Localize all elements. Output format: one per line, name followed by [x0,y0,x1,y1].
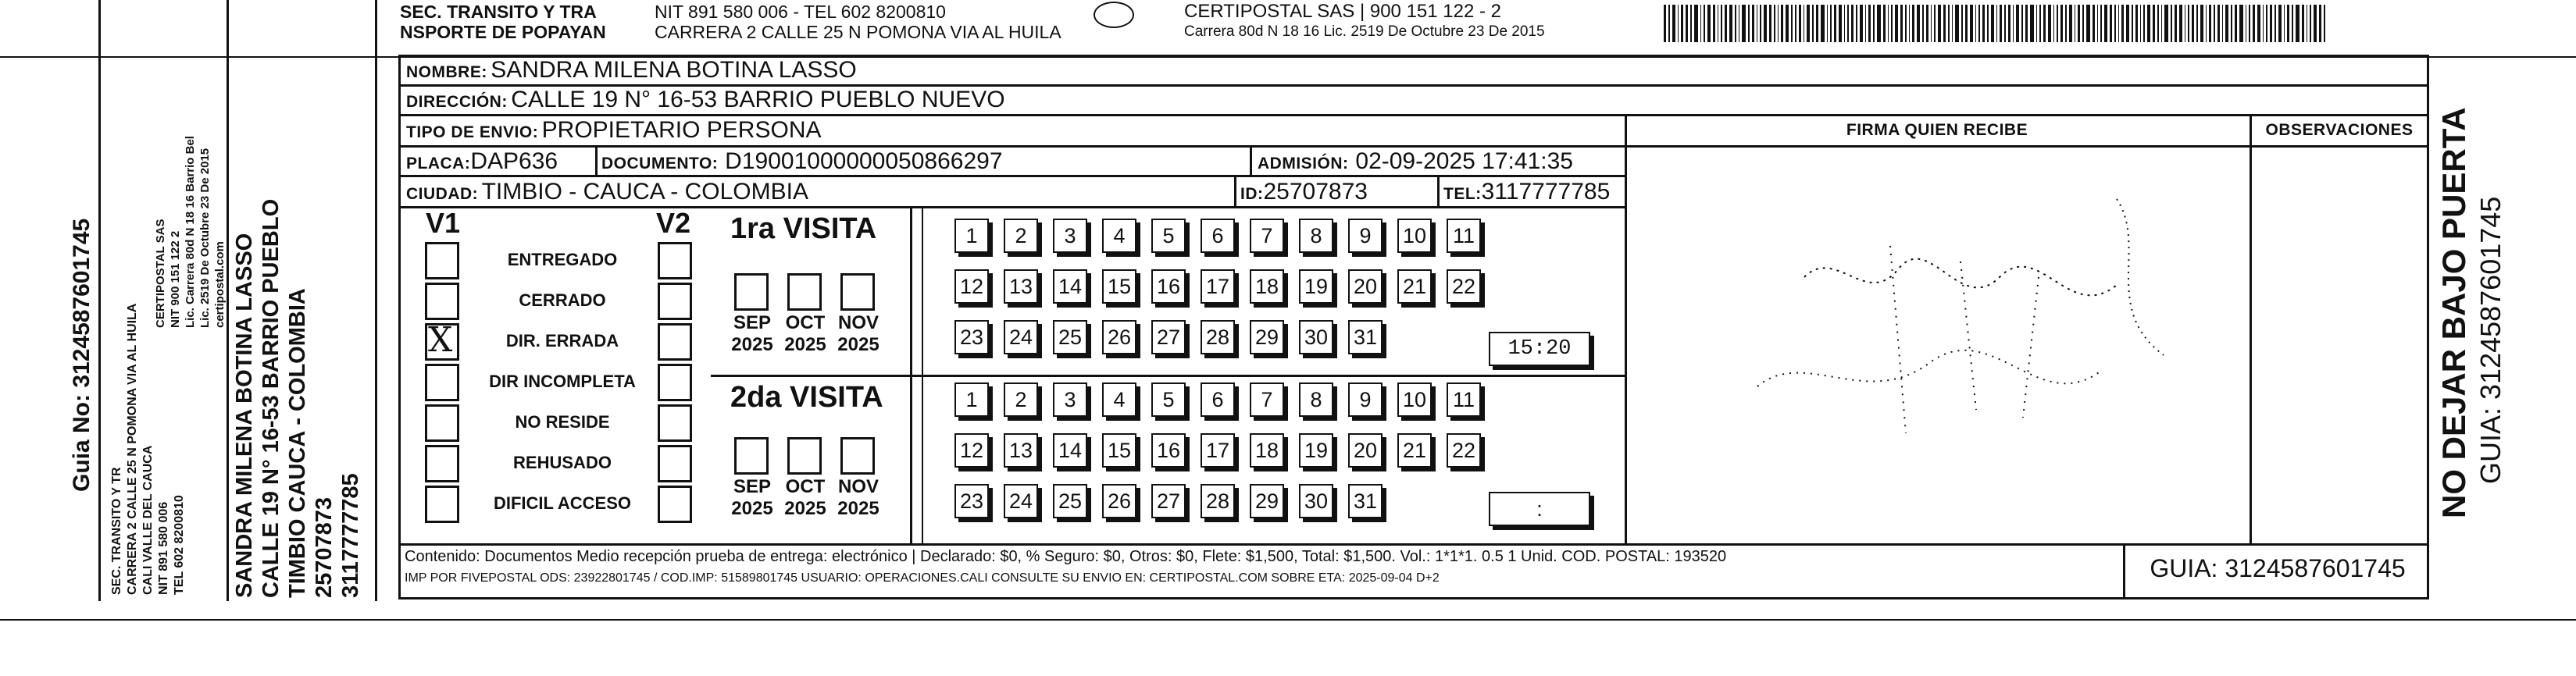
documento-field: DOCUMENTO: D19001000000050866297 [601,148,1003,174]
day-cell[interactable]: 27 [1151,320,1186,354]
visit2-time[interactable]: : [1489,492,1590,526]
day-cell[interactable]: 26 [1102,484,1136,518]
barcode-bar [2200,5,2203,42]
barcode-bar [1821,5,1825,42]
barcode-bar [1961,5,1963,42]
barcode-bar [2324,5,2325,42]
month-label: NOV 2025 [837,476,879,519]
barcode-bar [1938,5,1941,42]
barcode-bar [2161,5,2162,42]
barcode-bar [1678,5,1679,42]
rule-admision [1250,145,1252,175]
barcode-bar [2036,5,2037,42]
stub-sender-block [105,0,227,601]
v2-checkbox[interactable] [658,364,692,401]
day-cell[interactable]: 28 [1201,484,1235,518]
barcode-bar [1807,5,1810,42]
barcode-bar [1996,5,1997,42]
barcode-bar [2140,5,2141,42]
day-cell[interactable]: 7 [1250,219,1284,253]
day-cell[interactable]: 1 [954,382,989,417]
barcode-bar [1774,5,1775,42]
rule-id [1234,175,1236,206]
day-cell[interactable]: 26 [1102,320,1136,354]
barcode-bar [2057,5,2058,42]
barcode-bar [2275,5,2276,42]
month-label: OCT 2025 [784,476,826,519]
barcode-bar [1865,5,1866,42]
tel-field: TEL:3117777785 [1443,179,1611,205]
barcode-bar [1975,5,1976,42]
barcode-bar [1742,5,1746,42]
barcode-bar [2118,5,2119,42]
barcode-bar [1686,5,1688,42]
rule-footer-guia [2123,543,2125,600]
barcode-bar [1839,5,1842,42]
barcode-bar [2153,5,2155,42]
visit1-time[interactable]: 15:20 [1489,332,1590,366]
day-cell[interactable]: 28 [1201,320,1235,354]
barcode-bar [1891,5,1893,42]
barcode-bar [2000,5,2002,42]
barcode-bar [2114,5,2116,42]
day-cell[interactable]: 5 [1151,382,1186,417]
barcode-bar [1672,5,1675,42]
barcode-bar [1690,5,1692,42]
day-cell[interactable]: 19 [1299,269,1333,304]
day-cell[interactable]: 18 [1250,433,1284,468]
barcode-bar [2016,5,2019,42]
v1-checkbox[interactable] [425,364,459,401]
footer-contenido: Contenido: Documentos Medio recepción prueba de entrega: electrónico | Declarado: $0, % Seguro: $0, Otros: $0, Flete: $1,500, Total: $1,500. Vol.: 1*1*1. 0.5 1 Unid. COD. POSTAL: 193520 [405,548,1727,565]
barcode-bar [2086,5,2090,42]
barcode-bar [2222,5,2223,42]
placa-field: PLACA:DAP636 [406,148,558,174]
barcode-bar [2284,5,2285,42]
day-cell[interactable]: 19 [1299,433,1333,468]
barcode-bar [1707,5,1711,42]
barcode-bar [2263,5,2264,42]
barcode-bar [2065,5,2067,42]
barcode-bar [1799,5,1801,42]
day-cell[interactable]: 24 [1004,320,1038,354]
barcode-bar [1860,5,1863,42]
day-cell[interactable]: 25 [1053,484,1087,518]
footer-imp: IMP POR FIVEPOSTAL ODS: 23922801745 / COD.IMP: 51589801745 USUARIO: OPERACIONES.CALI CONSULTE SU ENVIO EN: CERTIPOSTAL.COM SOBRE ETA: 2025-09-04 D+2 [405,571,1440,585]
barcode-bar [2060,5,2063,42]
day-cell[interactable]: 11 [1447,382,1481,417]
status-label: ENTREGADO [507,250,618,269]
day-cell[interactable]: 20 [1348,269,1383,304]
signature-scribble [1632,152,2242,535]
day-cell[interactable]: 15 [1102,433,1136,468]
barcode-bar [2030,5,2034,42]
barcode-bar [1681,5,1683,42]
v2-checkbox[interactable] [658,242,692,279]
barcode-bar [2126,5,2129,42]
barcode-bar [2053,5,2054,42]
day-cell[interactable]: 22 [1447,433,1481,468]
barcode-bar [2043,5,2046,42]
day-cell[interactable]: 4 [1102,219,1136,253]
barcode-bar [2231,5,2232,42]
day-cell[interactable]: 4 [1102,382,1136,417]
day-cell[interactable]: 7 [1250,382,1284,417]
barcode-bar [2302,5,2304,42]
barcode-bar [1982,5,1985,42]
header-nit-address: NIT 891 580 006 - TEL 602 8200810 CARRERA 2 CALLE 25 N POMONA VIA AL HUILA [655,2,1061,42]
barcode-bar [1786,5,1789,42]
rule-4 [398,175,1625,177]
day-cell[interactable]: 9 [1348,382,1383,417]
day-cell[interactable]: 29 [1250,484,1284,518]
month-checkbox[interactable] [734,437,769,475]
day-cell[interactable]: 27 [1151,484,1186,518]
header-sender: SEC. TRANSITO Y TRA NSPORTE DE POPAYAN [400,2,606,42]
v1-checkbox[interactable] [425,445,459,482]
barcode-bar [2296,5,2299,42]
barcode-bar [2021,5,2023,42]
firma-header: FIRMA QUIEN RECIBE [1846,121,2028,139]
barcode-bar [1883,5,1886,42]
day-cell[interactable]: 6 [1201,382,1235,417]
barcode-bar [1917,5,1920,42]
barcode-bar [1812,5,1814,42]
rule-3 [398,145,1625,148]
v2-checkbox[interactable] [658,283,692,320]
barcode-bar [2025,5,2028,42]
barcode-bar [2192,5,2194,42]
stub-recipient-block [228,0,373,601]
barcode-bar [1909,5,1910,42]
day-cell[interactable]: 17 [1201,269,1235,304]
barcode-bar [1987,5,1989,42]
day-cell[interactable]: 30 [1299,320,1333,354]
month-label: OCT 2025 [784,312,826,355]
barcode-bar [1735,5,1736,42]
v1-checkbox[interactable] [425,283,459,320]
status-label: DIR. ERRADA [505,331,619,350]
barcode-bar [2135,5,2138,42]
barcode-bar [1905,5,1907,42]
day-cell[interactable]: 1 [954,219,989,253]
barcode-bar [1970,5,1973,42]
month-label: SEP 2025 [731,312,773,355]
barcode-bar [2121,5,2124,42]
barcode-bar [2078,5,2080,42]
barcode-bar [2132,5,2133,42]
day-cell[interactable]: 10 [1397,219,1432,253]
day-cell[interactable]: 31 [1348,320,1383,354]
barcode-bar [1888,5,1889,42]
v1-checkbox[interactable] [425,242,459,279]
barcode-bar [2235,5,2237,42]
barcode-bar [2147,5,2150,42]
visit1-title: 1ra VISITA [730,212,877,245]
barcode-bar [1926,5,1928,42]
barcode-bar [2164,5,2168,42]
day-cell[interactable]: 16 [1151,269,1186,304]
barcode-bar [2082,5,2084,42]
stub-guia-label: Guia No: 3124587601745 [69,218,95,492]
day-cell[interactable]: 10 [1397,382,1432,417]
barcode-bar [2013,5,2014,42]
barcode-bar [1900,5,1903,42]
day-cell[interactable]: 13 [1004,269,1038,304]
v1-mark: X [428,320,453,360]
barcode-bar [2253,5,2255,42]
month-checkbox[interactable] [787,437,822,475]
barcode-bar [2039,5,2041,42]
barcode-bar [2175,5,2177,42]
barcode-bar [1816,5,1818,42]
status-label: CERRADO [519,290,606,310]
barcode-bar [2217,5,2220,42]
barcode [1664,5,2562,42]
month-checkbox[interactable] [787,273,822,311]
barcode-bar [1922,5,1924,42]
observaciones-header: OBSERVACIONES [2265,121,2414,139]
barcode-bar [1830,5,1832,42]
bottom-rule [0,619,2576,621]
barcode-bar [1877,5,1881,42]
barcode-bar [1895,5,1898,42]
barcode-bar [1729,5,1732,42]
barcode-bar [2110,5,2112,42]
day-cell[interactable]: 3 [1053,219,1087,253]
barcode-bar [2287,5,2289,42]
day-cell[interactable]: 13 [1004,433,1038,468]
barcode-bar [1844,5,1845,42]
barcode-bar [1955,5,1959,42]
barcode-bar [1978,5,1980,42]
day-cell[interactable]: 14 [1053,269,1087,304]
day-cell[interactable]: 14 [1053,433,1087,468]
barcode-bar [1713,5,1715,42]
barcode-bar [1700,5,1701,42]
day-cell[interactable]: 29 [1250,320,1284,354]
day-cell[interactable]: 8 [1299,382,1333,417]
v2-checkbox[interactable] [658,445,692,482]
barcode-bar [2004,5,2006,42]
barcode-bar [1931,5,1932,42]
day-cell[interactable]: 30 [1299,484,1333,518]
v2-checkbox[interactable] [658,404,692,442]
v2-checkbox[interactable] [658,486,692,523]
rule-placa [595,145,598,175]
barcode-bar [1991,5,1994,42]
barcode-bar [2097,5,2098,42]
barcode-bar [2179,5,2182,42]
month-checkbox[interactable] [840,437,875,475]
stub-divider-3 [375,0,377,601]
day-cell[interactable]: 23 [954,484,989,518]
day-cell[interactable]: 5 [1151,219,1186,253]
rule-5 [398,206,1625,208]
rule-firma-left [1625,114,1627,543]
status-label: NO RESIDE [515,412,610,432]
barcode-bar [2143,5,2145,42]
barcode-bar [1965,5,1968,42]
barcode-bar [1781,5,1783,42]
direccion-field: DIRECCIÓN: CALLE 19 N° 16-53 BARRIO PUEBLO NUEVO [406,87,1005,112]
barcode-bar [1725,5,1727,42]
day-cell[interactable]: 23 [954,320,989,354]
barcode-bar [2093,5,2095,42]
barcode-bar [2048,5,2051,42]
barcode-bar [1778,5,1779,42]
barcode-bar [2239,5,2243,42]
barcode-bar [1752,5,1754,42]
v1-checkbox[interactable] [425,486,459,523]
nombre-field: NOMBRE: SANDRA MILENA BOTINA LASSO [406,57,857,83]
day-cell[interactable]: 21 [1397,433,1432,468]
barcode-bar [2100,5,2102,42]
barcode-bar [1847,5,1849,42]
day-cell[interactable]: 6 [1201,219,1235,253]
barcode-bar [2069,5,2072,42]
barcode-bar [2310,5,2311,42]
admision-field: ADMISIÓN: 02-09-2025 17:41:35 [1258,148,1573,174]
barcode-bar [2171,5,2172,42]
day-cell[interactable]: 31 [1348,484,1383,518]
barcode-bar [1748,5,1750,42]
rule-visit-mid [711,375,1625,377]
day-cell[interactable]: 18 [1250,269,1284,304]
month-checkbox[interactable] [734,273,769,311]
barcode-bar [1952,5,1953,42]
stub-carrier-text: CERTIPOSTAL SAS NIT 900 151 122 2 Lic. Carrera 80d N 18 16 Barrio Bel Lic. 2519 De Octubre 23 De 2015 certipostal.com [154,136,227,328]
right-warning: NO DEJAR BAJO PUERTA [2435,107,2472,518]
barcode-bar [2249,5,2250,42]
barcode-bar [1851,5,1854,42]
rule-tel [1437,175,1440,206]
barcode-bar [1795,5,1796,42]
rule-obs-left [2250,114,2252,543]
v1-label: V1 [426,207,461,239]
barcode-bar [2214,5,2215,42]
barcode-bar [2157,5,2159,42]
barcode-bar [1943,5,1946,42]
day-cell[interactable]: 21 [1397,269,1432,304]
tipo-envio-field: TIPO DE ENVIO: PROPIETARIO PERSONA [406,117,822,143]
day-cell[interactable]: 2 [1004,382,1038,417]
barcode-bar [2319,5,2321,42]
barcode-bar [1827,5,1828,42]
day-cell[interactable]: 16 [1151,433,1186,468]
barcode-bar [1856,5,1857,42]
barcode-bar [2314,5,2317,42]
barcode-bar [1791,5,1793,42]
day-cell[interactable]: 12 [954,269,989,304]
barcode-bar [1912,5,1914,42]
right-guia: GUIA: 3124587601745 [2474,196,2506,484]
barcode-bar [1704,5,1705,42]
day-cell[interactable]: 9 [1348,219,1383,253]
barcode-bar [2270,5,2272,42]
day-cell[interactable]: 20 [1348,433,1383,468]
day-cell[interactable]: 11 [1447,219,1481,253]
day-cell[interactable]: 22 [1447,269,1481,304]
barcode-bar [2206,5,2207,42]
status-label: DIFICIL ACCESO [493,493,631,513]
v2-checkbox[interactable] [658,323,692,361]
stub-divider-1 [98,0,101,601]
month-label: NOV 2025 [837,312,879,355]
barcode-bar [1664,5,1666,42]
footer-guia: GUIA: 3124587601745 [2150,554,2406,582]
barcode-bar [2188,5,2189,42]
barcode-bar [1769,5,1771,42]
barcode-bar [2104,5,2107,42]
day-cell[interactable]: 24 [1004,484,1038,518]
barcode-bar [2008,5,2010,42]
barcode-bar [1764,5,1767,42]
month-checkbox[interactable] [840,273,875,311]
stub-sender-text: SEC. TRANSITO Y TR CARRERA 2 CALLE 25 N POMONA VIA AL HUILA CALI VALLE DEL CAUCA NIT 891 580 006 TEL 602 8200810 [110,303,186,595]
v1-checkbox[interactable] [425,404,459,442]
status-label: REHUSADO [513,453,612,472]
barcode-bar [2266,5,2267,42]
day-cell[interactable]: 2 [1004,219,1038,253]
barcode-bar [1721,5,1722,42]
rule-2 [398,114,2429,116]
visit2-title: 2da VISITA [730,381,883,414]
day-cell[interactable]: 12 [954,433,989,468]
rule-firma-head [1625,145,2429,148]
barcode-bar [2278,5,2282,42]
barcode-bar [1868,5,1871,42]
stub-recipient-text: SANDRA MILENA BOTINA LASSO CALLE 19 N° 16-53 BARRIO PUEBLO TIMBIO CAUCA - COLOMBIA 25707873 3117777785 [232,198,363,598]
day-cell[interactable]: 25 [1053,320,1087,354]
barcode-bar [2209,5,2211,42]
day-cell[interactable]: 15 [1102,269,1136,304]
month-label: SEP 2025 [731,476,773,519]
barcode-bar [1873,5,1875,42]
id-field: ID:25707873 [1240,179,1368,205]
header-carrier: CERTIPOSTAL SAS | 900 151 122 - 2 Carrera 80d N 18 16 Lic. 2519 De Octubre 23 De 2015 [1184,1,1545,40]
barcode-bar [1834,5,1836,42]
barcode-bar [2292,5,2293,42]
barcode-bar [1948,5,1950,42]
v2-label: V2 [656,207,691,239]
day-cell[interactable]: 17 [1201,433,1235,468]
barcode-bar [1760,5,1761,42]
barcode-bar [2225,5,2228,42]
day-cell[interactable]: 3 [1053,382,1087,417]
status-label: DIR INCOMPLETA [489,372,636,391]
day-cell[interactable]: 8 [1299,219,1333,253]
ciudad-field: CIUDAD: TIMBIO - CAUCA - COLOMBIA [406,179,808,205]
barcode-bar [1668,5,1670,42]
barcode-bar [2196,5,2198,42]
barcode-bar [1694,5,1698,42]
barcode-bar [2257,5,2260,42]
barcode-bar [1934,5,1936,42]
carrier-logo-icon [1094,2,1134,28]
